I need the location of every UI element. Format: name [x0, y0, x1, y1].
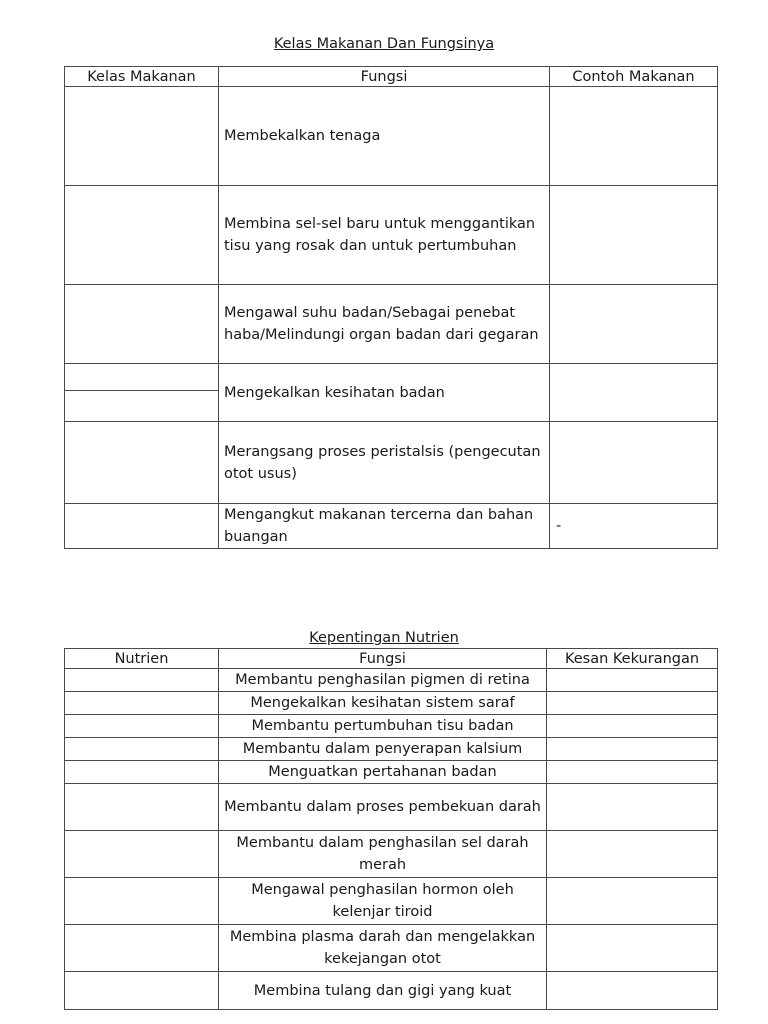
- deficiency-cell[interactable]: [547, 738, 718, 761]
- table-row: [65, 285, 718, 364]
- deficiency-cell[interactable]: [547, 784, 718, 831]
- nutrient-cell[interactable]: [65, 784, 219, 831]
- table-row: [65, 715, 718, 738]
- deficiency-cell[interactable]: [547, 715, 718, 738]
- function-cell: Membina tulang dan gigi yang kuat: [219, 972, 547, 1010]
- table2-title: Kepentingan Nutrien: [309, 630, 459, 646]
- table-row: [65, 692, 718, 715]
- function-cell: Mengangkut makanan tercerna dan bahan buangan: [219, 504, 550, 549]
- example-cell[interactable]: [550, 186, 718, 285]
- function-cell: Membina plasma darah dan mengelakkan kekejangan otot: [219, 925, 547, 972]
- column-header: Kelas Makanan: [65, 67, 219, 87]
- table-row: [65, 925, 718, 972]
- deficiency-cell[interactable]: [547, 692, 718, 715]
- food-class-cell[interactable]: [65, 504, 219, 549]
- table-row: [65, 972, 718, 1010]
- nutrient-cell[interactable]: [65, 761, 219, 784]
- table-row: [65, 761, 718, 784]
- function-cell: Membantu pertumbuhan tisu badan: [219, 715, 547, 738]
- table-row: [65, 831, 718, 878]
- food-class-cell[interactable]: [65, 422, 219, 504]
- function-cell: Membantu dalam penyerapan kalsium: [219, 738, 547, 761]
- nutrients-table: [64, 648, 718, 1010]
- function-cell: Menguatkan pertahanan badan: [219, 761, 547, 784]
- deficiency-cell[interactable]: [547, 761, 718, 784]
- table-row: [65, 87, 718, 186]
- table-row: [65, 364, 718, 422]
- function-cell: Mengekalkan kesihatan badan: [219, 364, 550, 422]
- function-cell: Membantu dalam penghasilan sel darah merah: [219, 831, 547, 878]
- function-cell: Mengekalkan kesihatan sistem saraf: [219, 692, 547, 715]
- nutrient-cell[interactable]: [65, 715, 219, 738]
- table1-title: Kelas Makanan Dan Fungsinya: [273, 36, 495, 52]
- nutrient-cell[interactable]: [65, 692, 219, 715]
- function-cell: Membantu dalam proses pembekuan darah: [219, 784, 547, 831]
- food-class-cell[interactable]: [65, 87, 219, 186]
- food-class-cell[interactable]: [65, 186, 219, 285]
- function-cell: Membekalkan tenaga: [219, 87, 550, 186]
- function-cell: Membina sel-sel baru untuk menggantikan tisu yang rosak dan untuk pertumbuhan: [219, 186, 550, 285]
- table-row: [65, 504, 718, 549]
- deficiency-cell[interactable]: [547, 669, 718, 692]
- column-header: Nutrien: [65, 649, 219, 669]
- nutrient-cell[interactable]: [65, 738, 219, 761]
- column-header: Kesan Kekurangan: [547, 649, 718, 669]
- table-row: [65, 784, 718, 831]
- function-cell: Membantu penghasilan pigmen di retina: [219, 669, 547, 692]
- deficiency-cell[interactable]: [547, 972, 718, 1010]
- function-cell: Mengawal suhu badan/Sebagai penebat haba/Melindungi organ badan dari gegaran: [219, 285, 550, 364]
- deficiency-cell[interactable]: [547, 925, 718, 972]
- table-row: [65, 738, 718, 761]
- table-row: [65, 878, 718, 925]
- column-header: Fungsi: [219, 67, 550, 87]
- table-row: [65, 186, 718, 285]
- column-header: Fungsi: [219, 649, 547, 669]
- nutrient-cell[interactable]: [65, 878, 219, 925]
- nutrient-cell[interactable]: [65, 669, 219, 692]
- example-cell[interactable]: [550, 364, 718, 422]
- table-header-row: [65, 649, 718, 669]
- deficiency-cell[interactable]: [547, 831, 718, 878]
- table-row: [65, 669, 718, 692]
- function-cell: Merangsang proses peristalsis (pengecutan otot usus): [219, 422, 550, 504]
- nutrient-cell[interactable]: [65, 972, 219, 1010]
- cell-divider: [65, 390, 218, 391]
- example-cell[interactable]: [550, 87, 718, 186]
- food-classes-table: [64, 66, 718, 549]
- function-cell: Mengawal penghasilan hormon oleh kelenjar tiroid: [219, 878, 547, 925]
- food-class-cell[interactable]: [65, 285, 219, 364]
- example-cell[interactable]: -: [550, 504, 718, 549]
- table-row: [65, 422, 718, 504]
- food-class-cell[interactable]: [65, 364, 219, 422]
- column-header: Contoh Makanan: [550, 67, 718, 87]
- deficiency-cell[interactable]: [547, 878, 718, 925]
- example-cell[interactable]: [550, 422, 718, 504]
- nutrient-cell[interactable]: [65, 925, 219, 972]
- example-cell[interactable]: [550, 285, 718, 364]
- nutrient-cell[interactable]: [65, 831, 219, 878]
- table-header-row: [65, 67, 718, 87]
